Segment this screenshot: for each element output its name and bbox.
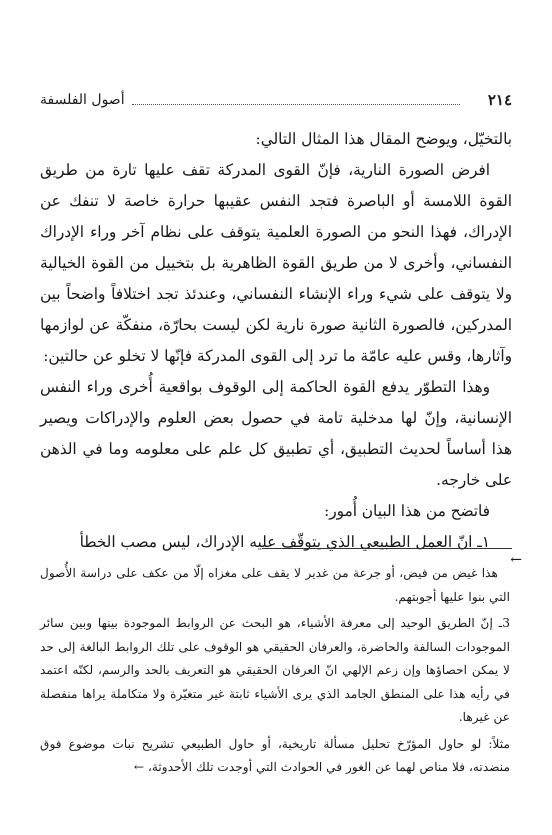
page-number: ٢١٤	[487, 91, 512, 109]
running-title: أصول الفلسفة	[40, 92, 125, 108]
footnotes	[40, 562, 510, 780]
paragraph-2: افرض الصورة النارية، فإنّ القوى المدركة تقف عليها تارة من طريق القوة اللامسة أو الباصرة فتجد النفس عقيبها حرارة خاصة لا تنفك عن الإدراك، فهذا النحو من الصورة العلمية يتوقف على نظام آخر وراء الإدراك النفساني، وأخرى لا من طريق القوة الظاهرية بل بتخييل من القوة الخيالية ولا يتوقف على شيء وراء الإنشاء النفساني، وعندئذ تجد اختلافاً واضحاً بين المدركين، فالصورة الثانية صورة نارية لكن ليست بحارّة، منفكّة عن لوازمها وآثارها، وقس عليه عامّة ما ترد إلى القوى المدركة فإنّها لا تخلو عن حالتين:	[40, 161, 512, 365]
paragraph-3: وهذا التطوّر يدفع القوة الحاكمة إلى الوقوف بواقعية أُخرى وراء النفس الإنسانية، وإنّ لها مدخلية تامة في حصول بعض العلوم والإدراكات ويصير هذا أساساً لحديث التطبيق، أي تطبيق كل علم على معلومه وما في الذهن على خارجه.	[40, 378, 512, 489]
header-dotted-leader	[132, 104, 460, 105]
paragraph-5: ١ـ انّ العمل الطبيعي الذي يتوقّف عليه الإدراك، ليس مصب الخطأ	[79, 533, 490, 551]
paragraph-4: فاتضح من هذا البيان أُمور:	[324, 502, 490, 520]
footnote-2: 3ـ إنّ الطريق الوحيد إلى معرفة الأشياء، هو البحث عن الروابط الموجودة بينها وبين سائر الموجودات السالفة والحاضرة، والعرفان الحقيقي هو الوقوف على تلك الروابط البالغة إلى حد لا يمكن احصاؤها وإن زعم الإلهي انّ العرفان الحقيقي هو التعريف بالحد والرسم، لكنّه اعتمد في رأيه هذا على المنطق الجامد الذي يرى الأشياء ثابتة غير متغيّرة ولا متكاملة يراها منفصلة عن غيرها.	[40, 616, 510, 724]
page-header	[40, 88, 512, 112]
main-text	[40, 124, 512, 558]
continuation-arrow-icon: ←	[510, 552, 522, 568]
footnote-separator	[262, 548, 512, 549]
footnote-3: مثلاً: لو حاول المؤرّخ تحليل مسألة تاريخية، أو حاول الطبيعي تشريح نبات موضوع فوق منضدته، فلا مناص لهما عن الغور في الحوادث التي أوجدت تلك الأحدوثة، ←	[40, 736, 510, 774]
footnote-1: هذا غيض من فيض، أو جرعة من غدير لا يقف على مغزاه إلّا من عكف على دراسة الأُصول التي بنوا عليها أجوبتهم.	[40, 566, 510, 604]
paragraph-1: بالتخيّل، ويوضح المقال هذا المثال التالي:	[255, 130, 512, 148]
